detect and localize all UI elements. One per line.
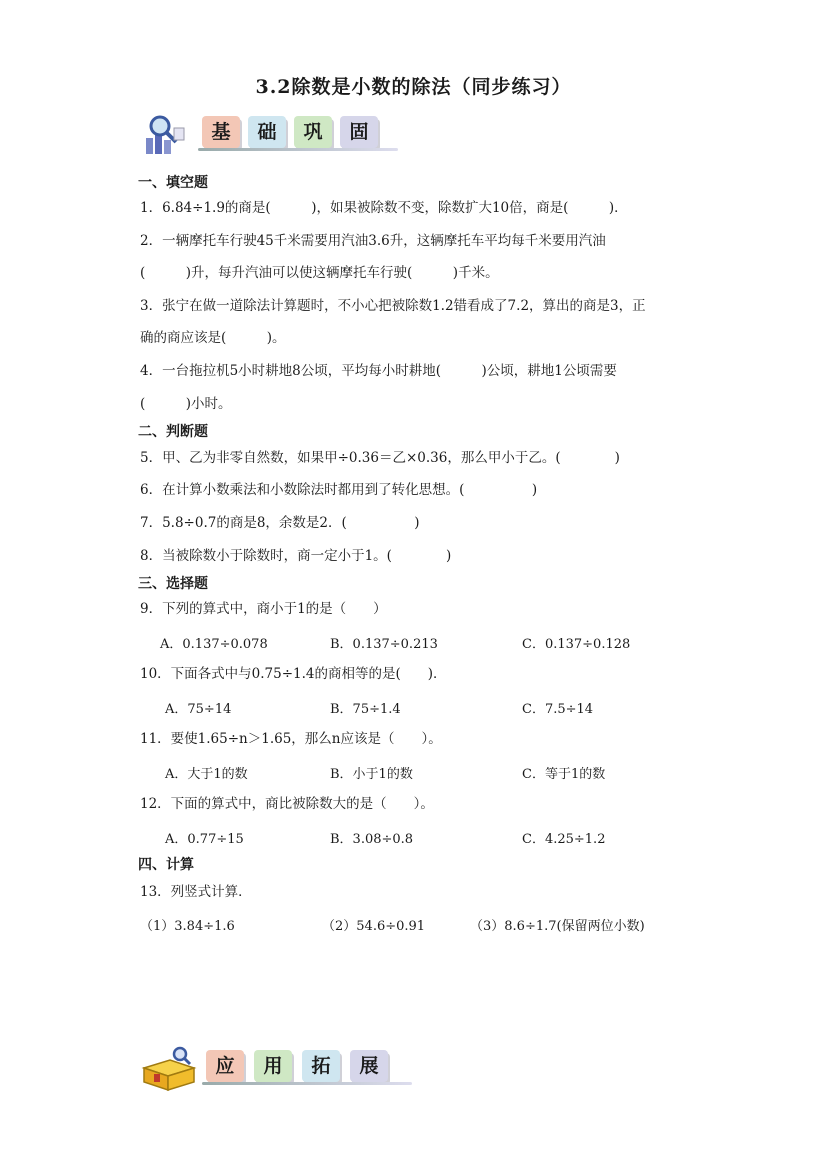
question-12: 12．下面的算式中，商比被除数大的是（ ）。 (140, 796, 434, 812)
treasure-box-icon (140, 1046, 198, 1094)
question-4-line-2: ( )小时。 (140, 396, 232, 412)
option-11-c: C．等于1的数 (522, 767, 606, 782)
question-4-line-1: 4．一台拖拉机5小时耕地8公顷，平均每小时耕地( )公顷，耕地1公顷需要 (140, 363, 617, 379)
option-9-b: B．0.137÷0.213 (330, 637, 438, 652)
question-3-line-2: 确的商应该是( )。 (140, 330, 286, 346)
option-10-c: C．7.5÷14 (522, 702, 594, 717)
banner-underline (198, 148, 398, 151)
banner2-tile-1: 应 (206, 1050, 244, 1082)
option-10-b: B．75÷1.4 (330, 702, 401, 717)
option-9-a: A．0.137÷0.078 (160, 637, 268, 652)
question-3-line-1: 3．张宁在做一道除法计算题时，不小心把被除数1.2错看成了7.2，算出的商是3，正 (140, 298, 646, 314)
option-12-a: A．0.77÷15 (165, 832, 244, 847)
option-12-c: C．4.25÷1.2 (522, 832, 606, 847)
banner-tile-3: 巩 (294, 116, 332, 148)
calc-item-3: （3）8.6÷1.7(保留两位小数) (470, 919, 645, 934)
calc-item-2: （2）54.6÷0.91 (322, 919, 426, 934)
section-heading-judge: 二、判断题 (138, 424, 208, 440)
section-heading-fill: 一、填空题 (138, 175, 208, 191)
magnifier-chart-icon (140, 112, 192, 158)
question-5: 5．甲、乙为非零自然数，如果甲÷0.36＝乙×0.36，那么甲小于乙。( ) (140, 450, 620, 466)
question-1: 1．6.84÷1.9的商是( )，如果被除数不变，除数扩大10倍，商是( )． (140, 200, 628, 216)
option-11-b: B．小于1的数 (330, 767, 413, 782)
banner-tile-2: 础 (248, 116, 286, 148)
question-2-line-1: 2．一辆摩托车行驶45千米需要用汽油3.6升，这辆摩托车平均每千米要用汽油 (140, 233, 606, 249)
banner2-tile-4: 展 (350, 1050, 388, 1082)
question-2-line-2: ( )升，每升汽油可以使这辆摩托车行驶( )千米。 (140, 265, 499, 281)
banner-tile-1: 基 (202, 116, 240, 148)
option-9-c: C．0.137÷0.128 (522, 637, 631, 652)
banner-tile-4: 固 (340, 116, 378, 148)
question-6: 6．在计算小数乘法和小数除法时都用到了转化思想。( ) (140, 482, 538, 498)
question-11: 11．要使1.65÷n＞1.65，那么n应该是（ ）。 (140, 731, 442, 747)
section-heading-choice: 三、选择题 (138, 576, 208, 592)
question-9: 9．下列的算式中，商小于1的是（ ） (140, 601, 387, 617)
banner2-tile-2: 用 (254, 1050, 292, 1082)
question-13: 13．列竖式计算． (140, 884, 252, 900)
section-heading-calc: 四、计算 (138, 857, 194, 873)
option-11-a: A．大于1的数 (165, 767, 248, 782)
banner2-tile-3: 拓 (302, 1050, 340, 1082)
question-7: 7．5.8÷0.7的商是8，余数是2．( ) (140, 515, 420, 531)
section-banner-application (140, 1046, 410, 1086)
option-10-a: A．75÷14 (165, 702, 232, 717)
question-8: 8．当被除数小于除数时，商一定小于1。( ) (140, 548, 452, 564)
calc-item-1: （1）3.84÷1.6 (140, 919, 235, 934)
banner2-underline (202, 1082, 412, 1085)
page-title: 3.2除数是小数的除法（同步练习） (255, 76, 572, 98)
question-10: 10．下面各式中与0.75÷1.4的商相等的是( )． (140, 666, 447, 682)
section-banner-basic (140, 112, 400, 152)
option-12-b: B．3.08÷0.8 (330, 832, 414, 847)
